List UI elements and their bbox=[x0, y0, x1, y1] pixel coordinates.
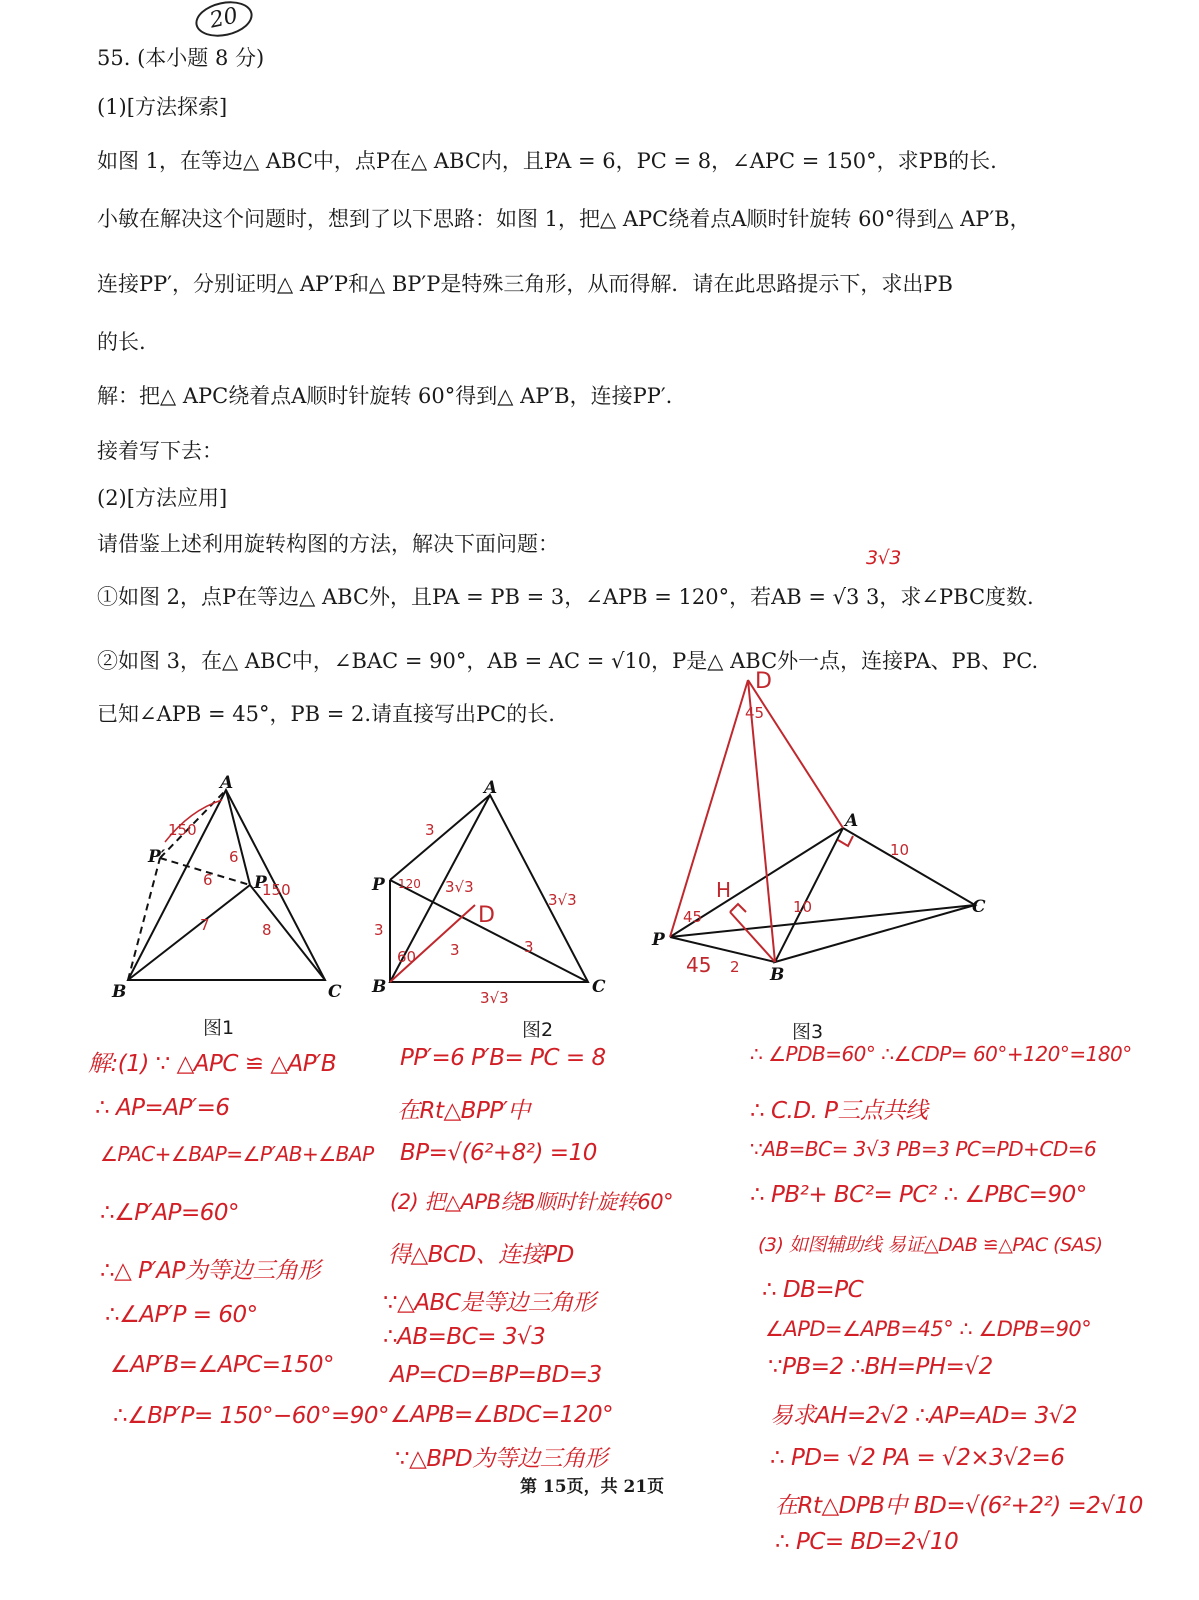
fig2-label: 3√3 bbox=[480, 989, 509, 1007]
handwritten-line: ∠PAC+∠BAP=∠P′AB+∠BAP bbox=[100, 1142, 374, 1166]
figure-2-caption: 图2 bbox=[522, 1019, 554, 1041]
fig2-label: C bbox=[592, 977, 606, 997]
handwritten-line: (2) 把△APB绕B顺时针旋转60° bbox=[390, 1190, 674, 1214]
handwritten-line: ∴ AP=AP′=6 bbox=[95, 1095, 230, 1121]
handwritten-line: ∵△BPD为等边三角形 bbox=[395, 1446, 608, 1472]
problem-text: 连接PP′，分别证明△ AP′P和△ BP′P是特殊三角形，从而得解．请在此思路提示下，求出PB bbox=[97, 272, 953, 296]
fig1-label: P bbox=[254, 873, 267, 893]
fig2-label: 3 bbox=[450, 941, 460, 959]
handwritten-line: ∵AB=BC= 3√3 PB=3 PC=PD+CD=6 bbox=[750, 1137, 1097, 1161]
handwritten-line: ∴∠P′AP=60° bbox=[100, 1200, 239, 1226]
fig1-label: 7 bbox=[200, 916, 210, 934]
fig3-label: 45 bbox=[683, 908, 703, 926]
fig2-label: A bbox=[484, 778, 498, 798]
fig1-label: 150 bbox=[262, 881, 291, 899]
fig3-label: A bbox=[845, 811, 859, 831]
fig2-label: 120 bbox=[398, 877, 421, 891]
fig3-label: H bbox=[716, 878, 732, 902]
fig2-label: 3 bbox=[425, 821, 435, 839]
fig1-label: P′ bbox=[148, 847, 166, 867]
handwritten-line: ∵PB=2 ∴BH=PH=√2 bbox=[768, 1354, 993, 1380]
handwritten-line: ∴ C.D. P三点共线 bbox=[750, 1098, 928, 1124]
handwritten-line: 易求AH=2√2 ∴AP=AD= 3√2 bbox=[770, 1403, 1077, 1429]
figure-1 bbox=[128, 790, 325, 980]
fig2-label: P bbox=[372, 875, 385, 895]
fig1-label: 6 bbox=[203, 871, 213, 889]
handwritten-line: ∴ PD= √2 PA = √2×3√2=6 bbox=[770, 1445, 1065, 1471]
problem-text: 小敏在解决这个问题时，想到了以下思路：如图 1，把△ APC绕着点A顺时针旋转 60°得到△ AP′B， bbox=[97, 207, 1031, 231]
problem-text: 已知∠APB = 45°，PB = 2.请直接写出PC的长. bbox=[97, 702, 555, 726]
problem-text: 的长. bbox=[97, 330, 146, 354]
question-title: 55. (本小题 8 分) bbox=[97, 46, 265, 70]
handwritten-line: ∴ PC= BD=2√10 bbox=[775, 1529, 959, 1555]
fig2-label: 3√3 bbox=[548, 891, 577, 909]
handwritten-line: ∠APD=∠APB=45° ∴ ∠DPB=90° bbox=[765, 1317, 1092, 1341]
problem-text: 接着写下去： bbox=[97, 439, 223, 463]
fig1-label: 150 bbox=[168, 821, 197, 839]
page-footer: 第 15页，共 21页 bbox=[520, 1477, 665, 1497]
handwritten-line: ∴∠AP′P = 60° bbox=[105, 1302, 258, 1328]
handwritten-line: ∴∠BP′P= 150°−60°=90° bbox=[113, 1403, 390, 1429]
handwritten-line: ∴AB=BC= 3√3 bbox=[383, 1324, 546, 1350]
figure-3-caption: 图3 bbox=[792, 1021, 824, 1043]
fig1-label: 8 bbox=[262, 921, 272, 939]
figure-3 bbox=[670, 680, 975, 962]
fig1-label: B bbox=[112, 982, 127, 1002]
problem-text: 请借鉴上述利用旋转构图的方法，解决下面问题： bbox=[97, 532, 559, 556]
fig3-label: 45 bbox=[745, 704, 765, 722]
handwritten-line: 在Rt△BPP′中 bbox=[397, 1098, 530, 1124]
fig1-label: A bbox=[220, 773, 234, 793]
fig2-label: B bbox=[372, 977, 387, 997]
fig3-label: 10 bbox=[793, 898, 813, 916]
handwritten-line: PP′=6 P′B= PC = 8 bbox=[400, 1045, 606, 1071]
fig3-label: P bbox=[652, 930, 665, 950]
fig3-label: 45 bbox=[686, 953, 712, 977]
handwritten-line: (3) 如图辅助线 易证△DAB ≌△PAC (SAS) bbox=[758, 1234, 1103, 1256]
handwritten-line: AP=CD=BP=BD=3 bbox=[390, 1362, 602, 1388]
fig3-label: 2 bbox=[730, 958, 740, 976]
handwritten-line: 得△BCD、连接PD bbox=[388, 1242, 574, 1268]
fig2-label: 3 bbox=[374, 921, 384, 939]
fig2-label: D bbox=[478, 903, 495, 928]
handwritten-line: 解:(1) ∵ △APC ≌ △AP′B bbox=[88, 1051, 337, 1077]
handwritten-line: ∴ PB²+ BC²= PC² ∴ ∠PBC=90° bbox=[750, 1182, 1087, 1208]
handwritten-line: BP=√(6²+8²) =10 bbox=[400, 1140, 597, 1166]
fig2-label: 3√3 bbox=[445, 878, 474, 896]
problem-text: 解：把△ APC绕着点A顺时针旋转 60°得到△ AP′B，连接PP′. bbox=[97, 384, 673, 408]
problem-text: ①如图 2，点P在等边△ ABC外，且PA = PB = 3，∠APB = 120°，若AB = √3 3，求∠PBC度数. bbox=[97, 585, 1034, 609]
handwritten-line: ∠APB=∠BDC=120° bbox=[390, 1402, 614, 1428]
fig1-label: 6 bbox=[229, 848, 239, 866]
fig3-label: B bbox=[770, 965, 785, 985]
score-mark: 20 bbox=[192, 0, 256, 42]
handwritten-line: ∵△ABC是等边三角形 bbox=[383, 1290, 596, 1316]
correction-note: 3√3 bbox=[866, 547, 901, 569]
handwritten-line: ∠AP′B=∠APC=150° bbox=[110, 1352, 334, 1378]
fig3-label: 10 bbox=[890, 841, 910, 859]
fig3-label: D bbox=[755, 669, 772, 694]
fig2-label: 3 bbox=[524, 938, 534, 956]
fig1-label: C bbox=[328, 982, 342, 1002]
problem-text: 如图 1，在等边△ ABC中，点P在△ ABC内，且PA = 6，PC = 8，∠APC = 150°，求PB的长. bbox=[97, 149, 997, 173]
handwritten-line: 在Rt△DPB中 BD=√(6²+2²) =2√10 bbox=[775, 1493, 1143, 1519]
part2-heading: (2)[方法应用] bbox=[97, 486, 228, 510]
handwritten-line: ∴ ∠PDB=60° ∴∠CDP= 60°+120°=180° bbox=[750, 1042, 1132, 1066]
figure-1-caption: 图1 bbox=[203, 1017, 235, 1039]
problem-text: ②如图 3，在△ ABC中，∠BAC = 90°，AB = AC = √10，P是△ ABC外一点，连接PA、PB、PC. bbox=[97, 649, 1039, 673]
fig2-label: 60 bbox=[397, 948, 417, 966]
handwritten-line: ∴△ P′AP为等边三角形 bbox=[100, 1258, 320, 1284]
fig3-label: C bbox=[972, 897, 986, 917]
part1-heading: (1)[方法探索] bbox=[97, 95, 228, 119]
handwritten-line: ∴ DB=PC bbox=[762, 1277, 864, 1303]
